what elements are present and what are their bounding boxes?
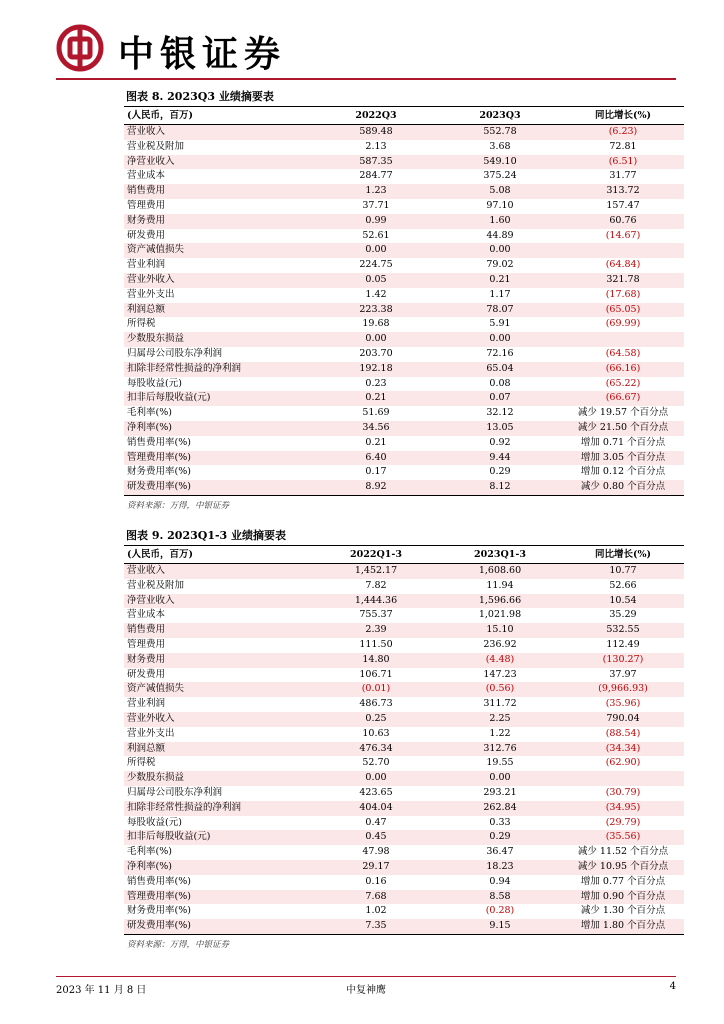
row-label: 营业税及附加: [127, 579, 185, 591]
value-current: 0.00: [438, 243, 562, 258]
table-row: [124, 756, 684, 771]
table-row: [124, 638, 684, 653]
table-row: [124, 742, 684, 757]
value-prior: 8.92: [314, 480, 438, 495]
value-change: 增加 3.05 个百分点: [562, 451, 684, 466]
row-label: 扣除非经常性损益的净利润: [124, 801, 314, 816]
value-current: 79.02: [486, 259, 514, 271]
table-row: [124, 451, 684, 466]
table-caption: 图表 9. 2023Q1-3 业绩摘要表: [124, 527, 684, 546]
value-change: 52.66: [609, 579, 637, 591]
value-change: (17.68): [605, 288, 641, 300]
value-prior: 0.17: [365, 466, 387, 478]
table-row: [124, 623, 684, 638]
value-current: 1.17: [489, 288, 511, 300]
value-change: 减少 10.95 个百分点: [562, 860, 684, 875]
value-current: 1,021.98: [478, 609, 522, 621]
row-label: 毛利率(%): [127, 846, 172, 858]
column-header: 2022Q3: [314, 107, 438, 125]
value-current: 0.94: [489, 875, 511, 887]
value-current: 3.68: [489, 140, 511, 152]
value-prior: 486.73: [359, 698, 393, 710]
row-label: 营业成本: [127, 170, 166, 182]
table-row: [124, 890, 684, 905]
table-row: [124, 904, 684, 919]
value-current: 65.04: [438, 362, 562, 377]
table-row: [124, 288, 684, 303]
table-row: [124, 608, 684, 623]
row-label: 所得税: [127, 757, 156, 769]
value-current: 11.94: [486, 579, 514, 591]
value-current: 1,596.66: [438, 594, 562, 609]
row-label: 少数股东损益: [124, 771, 314, 786]
value-current: 32.12: [486, 407, 514, 419]
value-change: 532.55: [562, 623, 684, 638]
value-change: (66.67): [562, 391, 684, 406]
value-current: 8.12: [438, 480, 562, 495]
value-current: 552.78: [438, 125, 562, 140]
summary-table: [124, 546, 684, 935]
value-prior: 7.35: [314, 919, 438, 934]
value-change: [562, 332, 684, 347]
table-row: [124, 480, 684, 495]
value-prior: 34.56: [314, 421, 438, 436]
column-header: 2023Q3: [438, 107, 562, 125]
value-prior: 1.02: [365, 905, 387, 917]
value-change: 321.78: [562, 273, 684, 288]
value-prior: (0.01): [314, 682, 438, 697]
table-row: [124, 830, 684, 845]
value-prior: 7.68: [314, 890, 438, 905]
value-prior: 755.37: [359, 609, 393, 621]
column-header: (人民币，百万): [124, 107, 314, 125]
value-change: (6.23): [562, 125, 684, 140]
row-label: 管理费用: [127, 199, 166, 211]
value-change: 增加 1.80 个百分点: [562, 919, 684, 934]
value-prior: 19.68: [362, 318, 390, 330]
value-prior: 203.70: [359, 347, 393, 359]
row-label: 营业税及附加: [127, 140, 185, 152]
table-row: [124, 332, 684, 347]
value-prior: 52.61: [362, 229, 390, 241]
value-change: (35.56): [562, 830, 684, 845]
value-change: (66.16): [562, 362, 684, 377]
table-row: [124, 682, 684, 697]
value-current: 1,608.60: [438, 564, 562, 579]
row-label: 营业外支出: [127, 288, 175, 300]
row-label: 营业利润: [127, 698, 166, 710]
value-current: 19.55: [486, 757, 514, 769]
value-prior: 284.77: [359, 170, 393, 182]
table-row: [124, 801, 684, 816]
row-label: 毛利率(%): [127, 407, 172, 419]
value-current: 549.10: [438, 155, 562, 170]
row-label: 营业成本: [127, 609, 166, 621]
value-prior: 29.17: [314, 860, 438, 875]
value-current: 0.21: [438, 273, 562, 288]
value-change: 减少 1.30 个百分点: [580, 905, 666, 917]
table-row: [124, 668, 684, 683]
value-change: 减少 21.50 个百分点: [562, 421, 684, 436]
value-change: (88.54): [605, 727, 641, 739]
value-change: 减少 0.80 个百分点: [562, 480, 684, 495]
value-current: 0.08: [489, 377, 511, 389]
value-prior: 0.47: [365, 816, 387, 828]
table-row: [124, 564, 684, 579]
value-current: (0.56): [438, 682, 562, 697]
value-current: 1.60: [438, 214, 562, 229]
table-row: [124, 362, 684, 377]
value-prior: 2.13: [365, 140, 387, 152]
table-row: [124, 406, 684, 421]
table-row: [124, 258, 684, 273]
table-row: [124, 712, 684, 727]
table-row: [124, 771, 684, 786]
value-current: 312.76: [438, 742, 562, 757]
value-current: (4.48): [438, 653, 562, 668]
footer-rule: [56, 976, 676, 977]
row-label: 营业外支出: [127, 727, 175, 739]
table-caption: 图表 8. 2023Q3 业绩摘要表: [124, 88, 684, 107]
value-current: 9.15: [438, 919, 562, 934]
table-row: [124, 140, 684, 155]
value-current: 147.23: [483, 668, 517, 680]
table-row: [124, 786, 684, 801]
row-label: 销售费用: [124, 623, 314, 638]
value-change: 60.76: [562, 214, 684, 229]
row-label: 研发费用率(%): [124, 919, 314, 934]
row-label: 营业收入: [124, 125, 314, 140]
value-change: (34.95): [562, 801, 684, 816]
header-rule: [56, 78, 676, 80]
table-row: [124, 697, 684, 712]
table-row: [124, 377, 684, 392]
row-label: 研发费用率(%): [124, 480, 314, 495]
table-row: [124, 875, 684, 890]
row-label: 研发费用: [127, 229, 166, 241]
value-change: [562, 771, 684, 786]
row-label: 净利率(%): [124, 860, 314, 875]
value-prior: 0.25: [314, 712, 438, 727]
table-row: [124, 229, 684, 244]
row-label: 所得税: [127, 318, 156, 330]
value-change: 增加 0.90 个百分点: [562, 890, 684, 905]
source-note: 资料来源：万得，中银证券: [127, 500, 230, 511]
table-row: [124, 273, 684, 288]
table-row: [124, 317, 684, 332]
value-change: (130.27): [562, 653, 684, 668]
value-prior: 0.00: [314, 332, 438, 347]
value-prior: 0.00: [314, 243, 438, 258]
row-label: 销售费用率(%): [127, 875, 191, 887]
value-change: 37.97: [609, 668, 637, 680]
value-prior: 10.63: [362, 727, 390, 739]
value-current: 9.44: [438, 451, 562, 466]
value-current: 36.47: [486, 846, 514, 858]
column-header: 2022Q1-3: [314, 546, 438, 564]
row-label: 销售费用: [124, 184, 314, 199]
value-current: 8.58: [438, 890, 562, 905]
value-current: 375.24: [483, 170, 517, 182]
page-header: [56, 24, 676, 80]
row-label: 少数股东损益: [124, 332, 314, 347]
value-current: 5.91: [489, 318, 511, 330]
row-label: 每股收益(元): [127, 377, 182, 389]
value-current: (0.28): [485, 905, 515, 917]
value-current: 0.33: [489, 816, 511, 828]
row-label: 财务费用: [124, 653, 314, 668]
value-current: 311.72: [483, 698, 517, 710]
value-change: (34.34): [562, 742, 684, 757]
value-change: 790.04: [562, 712, 684, 727]
value-change: 增加 0.77 个百分点: [580, 875, 666, 887]
value-prior: 0.16: [365, 875, 387, 887]
value-change: (69.99): [605, 318, 641, 330]
value-change: (64.58): [605, 347, 641, 359]
table-row: [124, 579, 684, 594]
value-change: 31.77: [609, 170, 637, 182]
value-prior: 51.69: [362, 407, 390, 419]
value-prior: 404.04: [314, 801, 438, 816]
value-prior: 0.99: [314, 214, 438, 229]
value-current: 0.00: [438, 332, 562, 347]
table-row: [124, 155, 684, 170]
table-row: [124, 845, 684, 860]
table-row: [124, 347, 684, 362]
value-current: 0.07: [438, 391, 562, 406]
value-current: 0.00: [438, 771, 562, 786]
table-row: [124, 199, 684, 214]
value-prior: 1,452.17: [314, 564, 438, 579]
row-label: 归属母公司股东净利润: [127, 347, 223, 359]
value-change: 313.72: [562, 184, 684, 199]
table-row: [124, 169, 684, 184]
value-prior: 587.35: [314, 155, 438, 170]
table-row: [124, 243, 684, 258]
value-current: 236.92: [483, 638, 517, 650]
row-label: 财务费用: [124, 214, 314, 229]
value-prior: 2.39: [314, 623, 438, 638]
table-row: [124, 421, 684, 436]
value-prior: 0.23: [365, 377, 387, 389]
row-label: 财务费用率(%): [127, 466, 191, 478]
table-row: [124, 214, 684, 229]
value-prior: 423.65: [359, 786, 393, 798]
value-prior: 0.21: [314, 391, 438, 406]
table-row: [124, 653, 684, 668]
value-change: 减少 11.52 个百分点: [577, 846, 669, 858]
table-row: [124, 727, 684, 742]
column-header: 2023Q1-3: [438, 546, 562, 564]
row-label: 资产减值损失: [124, 682, 314, 697]
value-change: 157.47: [606, 199, 640, 211]
row-label: 每股收益(元): [127, 816, 182, 828]
value-prior: 0.00: [314, 771, 438, 786]
value-change: (14.67): [605, 229, 641, 241]
value-change: [562, 243, 684, 258]
value-current: 44.89: [486, 229, 514, 241]
value-current: 78.07: [438, 303, 562, 318]
row-label: 营业外收入: [124, 712, 314, 727]
row-label: 净营业收入: [124, 594, 314, 609]
value-change: (35.96): [605, 698, 641, 710]
table-row: [124, 303, 684, 318]
value-change: (62.90): [605, 757, 641, 769]
table-row: [124, 391, 684, 406]
value-prior: 37.71: [362, 199, 390, 211]
row-label: 管理费用率(%): [124, 451, 314, 466]
row-label: 营业收入: [124, 564, 314, 579]
summary-table: [124, 107, 684, 496]
value-prior: 476.34: [314, 742, 438, 757]
row-label: 财务费用率(%): [127, 905, 191, 917]
value-current: 0.29: [438, 830, 562, 845]
value-change: (29.79): [605, 816, 641, 828]
value-prior: 0.05: [314, 273, 438, 288]
row-label: 归属母公司股东净利润: [127, 786, 223, 798]
value-change: 35.29: [609, 609, 637, 621]
page-footer: [56, 976, 676, 999]
row-label: 研发费用: [127, 668, 166, 680]
row-label: 净营业收入: [124, 155, 314, 170]
value-change: (9,966.93): [562, 682, 684, 697]
column-header: 同比增长(%): [562, 107, 684, 125]
value-current: 0.92: [489, 436, 511, 448]
value-prior: 224.75: [359, 259, 393, 271]
row-label: 营业外收入: [124, 273, 314, 288]
value-current: 262.84: [438, 801, 562, 816]
value-prior: 52.70: [362, 757, 390, 769]
value-prior: 106.71: [359, 668, 393, 680]
value-current: 97.10: [486, 199, 514, 211]
row-label: 扣非后每股收益(元): [124, 391, 314, 406]
value-prior: 1.42: [365, 288, 387, 300]
value-current: 5.08: [438, 184, 562, 199]
bank-of-china-logo-icon: [56, 24, 104, 72]
value-prior: 111.50: [359, 638, 393, 650]
row-label: 管理费用: [127, 638, 166, 650]
table-row: [124, 816, 684, 831]
value-current: 1.22: [489, 727, 511, 739]
row-label: 销售费用率(%): [127, 436, 191, 448]
value-prior: 192.18: [314, 362, 438, 377]
value-change: 增加 0.12 个百分点: [580, 466, 666, 478]
footer-company: 中复神鹰: [346, 985, 386, 996]
table-header-row: [124, 107, 684, 125]
column-header: (人民币，百万): [124, 546, 314, 564]
value-current: 0.29: [489, 466, 511, 478]
value-prior: 1,444.36: [314, 594, 438, 609]
value-prior: 0.45: [314, 830, 438, 845]
value-change: 10.77: [562, 564, 684, 579]
row-label: 资产减值损失: [124, 243, 314, 258]
value-current: 293.21: [483, 786, 517, 798]
value-change: 10.54: [562, 594, 684, 609]
table-q1-3-summary: [124, 527, 684, 950]
row-label: 利润总额: [124, 742, 314, 757]
brand-name: 中银证券: [118, 33, 287, 75]
value-change: (64.84): [605, 259, 641, 271]
table-header-row: [124, 546, 684, 564]
value-change: (6.51): [562, 155, 684, 170]
row-label: 净利率(%): [124, 421, 314, 436]
row-label: 利润总额: [124, 303, 314, 318]
value-change: (30.79): [605, 786, 641, 798]
value-change: 增加 0.71 个百分点: [580, 436, 666, 448]
row-label: 营业利润: [127, 259, 166, 271]
value-current: 15.10: [438, 623, 562, 638]
table-q3-summary: [124, 88, 684, 511]
value-prior: 589.48: [314, 125, 438, 140]
table-row: [124, 436, 684, 451]
value-current: 18.23: [438, 860, 562, 875]
table-row: [124, 860, 684, 875]
value-current: 2.25: [438, 712, 562, 727]
row-label: 扣除非经常性损益的净利润: [124, 362, 314, 377]
value-prior: 1.23: [314, 184, 438, 199]
row-label: 扣非后每股收益(元): [124, 830, 314, 845]
value-change: 72.81: [609, 140, 637, 152]
table-row: [124, 184, 684, 199]
page-number: 4: [669, 981, 676, 992]
value-current: 72.16: [486, 347, 514, 359]
table-row: [124, 125, 684, 140]
value-change: (65.05): [562, 303, 684, 318]
value-prior: 14.80: [314, 653, 438, 668]
value-change: 112.49: [606, 638, 640, 650]
table-row: [124, 919, 684, 934]
source-note: 资料来源：万得，中银证券: [127, 939, 230, 950]
value-prior: 7.82: [365, 579, 387, 591]
row-label: 管理费用率(%): [124, 890, 314, 905]
value-prior: 0.21: [365, 436, 387, 448]
column-header: 同比增长(%): [562, 546, 684, 564]
value-change: (65.22): [605, 377, 641, 389]
value-prior: 47.98: [362, 846, 390, 858]
table-row: [124, 465, 684, 480]
value-change: 减少 19.57 个百分点: [577, 407, 669, 419]
value-prior: 223.38: [314, 303, 438, 318]
value-prior: 6.40: [314, 451, 438, 466]
value-current: 13.05: [438, 421, 562, 436]
table-row: [124, 594, 684, 609]
footer-date: 2023 年 11 月 8 日: [56, 985, 147, 996]
